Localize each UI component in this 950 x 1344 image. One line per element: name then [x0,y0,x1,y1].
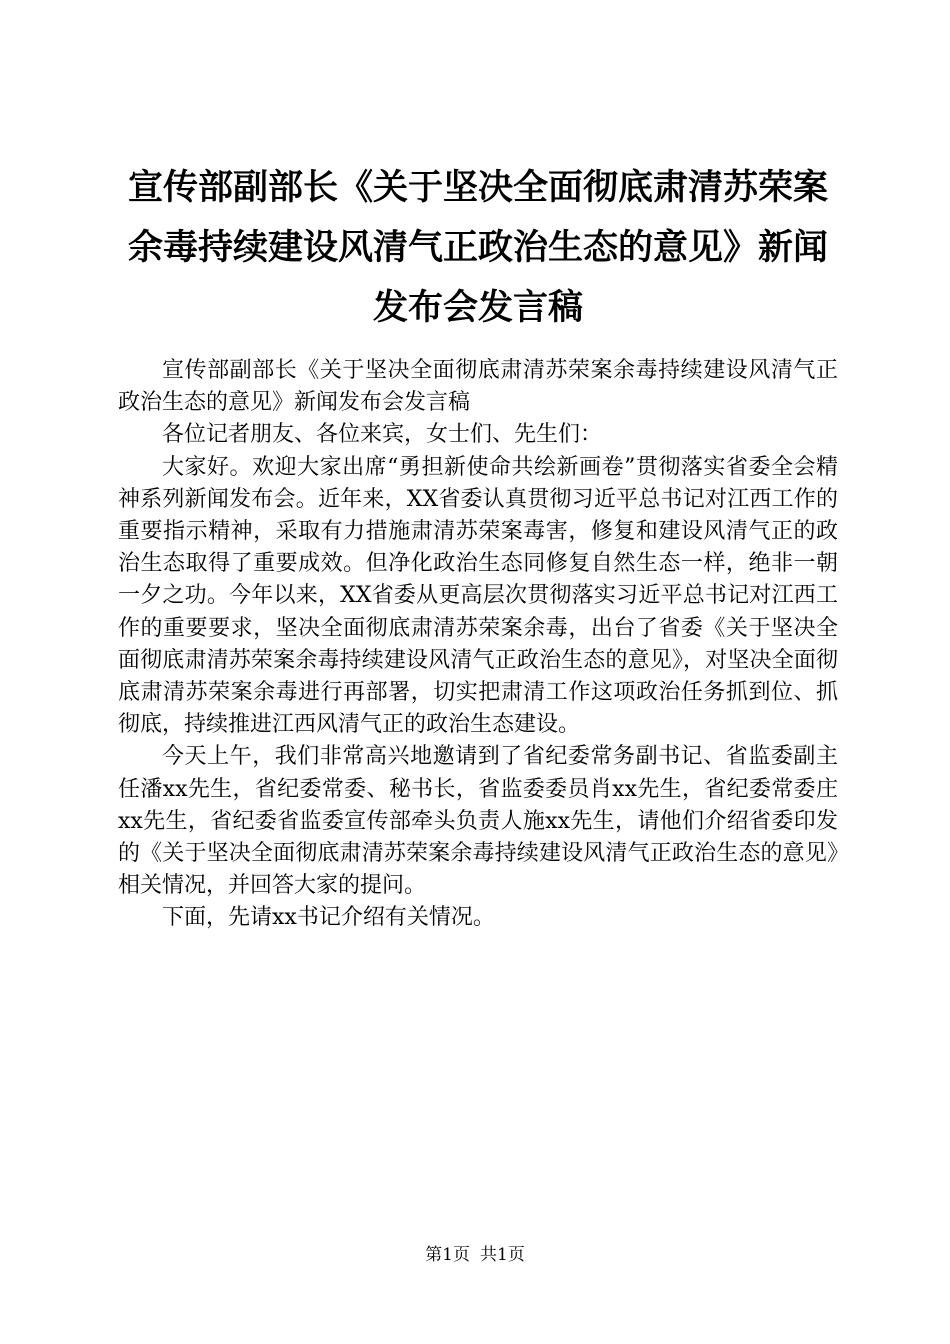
title-line-1: 宣传部副部长《关于坚决全面彻底肃清苏荣案 [127,168,828,208]
paragraph-salutation: 各位记者朋友、各位来宾，女士们、先生们： [162,422,603,448]
paragraph-welcome: 大家好。欢迎大家出席“勇担新使命共绘新画卷”贯彻落实省委全会精神系列新闻发布会。近年来，XX省委认真贯彻习近平总书记对江西工作的重要指示精神，采取有力措施肃清苏荣案毒害，修复和建设风清气正的政治生态取得了重要成效。但净化政治生态同修复自然生态一样，绝非一朝一夕之功。今年以来，XX省委从更高层次贯彻落实习近平总书记对江西工作的重要要求，坚决全面彻底肃清苏荣案余毒，出台了省委《关于坚决全面彻底肃清苏荣案余毒持续建设风清气正政治生态的意见》，对坚决全面彻底肃清苏荣案余毒进行再部署，切实把肃清工作这项政治任务抓到位、抓彻底，持续推进江西风清气正的政治生态建设。 [118,454,838,738]
paragraph-heading-repeat: 宣传部副部长《关于坚决全面彻底肃清苏荣案余毒持续建设风清气正政治生态的意见》新闻发布会发言稿 [118,358,838,416]
paragraph-introductions: 今天上午，我们非常高兴地邀请到了省纪委常务副书记、省监委副主任潘xx先生，省纪委常委、秘书长，省监委委员肖xx先生，省纪委常委庄xx先生，省纪委省监委宣传部牵头负责人施xx先生，请他们介绍省委印发的《关于坚决全面彻底肃清苏荣案余毒持续建设风清气正政治生态的意见》相关情况，并回答大家的提问。 [118,744,838,899]
title-line-2: 余毒持续建设风清气正政治生态的意见》新闻 [127,228,828,268]
page-total: 共1页 [480,1245,525,1265]
page-number: 第1页 [425,1245,470,1265]
title-line-3: 发布会发言稿 [372,288,583,328]
paragraph-closing: 下面，先请xx书记介绍有关情况。 [162,905,495,931]
page-footer [0,1244,950,1266]
document-body [118,355,838,935]
document-title [118,158,838,338]
